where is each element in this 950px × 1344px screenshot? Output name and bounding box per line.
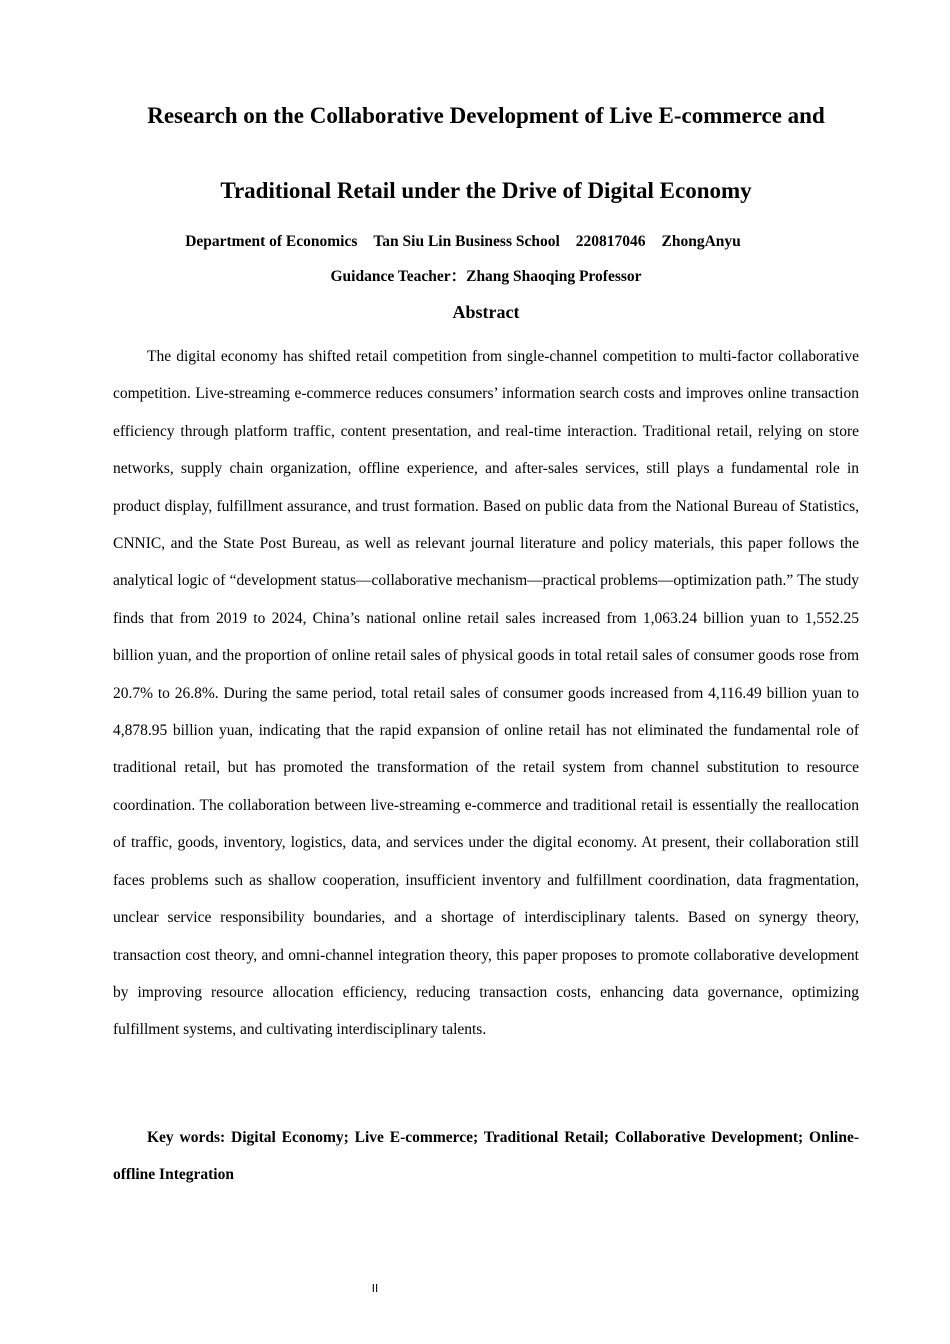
author-student-id: 220817046 bbox=[575, 233, 646, 250]
paper-title-line-1: Research on the Collaborative Development of Live E-commerce and bbox=[147, 103, 825, 128]
author-school: Tan Siu Lin Business School bbox=[373, 233, 560, 250]
abstract-body: The digital economy has shifted retail competition from single-channel competition to multi-factor collaborative competition. Live-streaming e-commerce reduces consumers’ information search costs and improves online transaction efficiency through platform traffic, content presentation, and real-time interaction. Traditional retail, relying on store networks, supply chain organization, offline experience, and after-sales services, still plays a fundamental role in product display, fulfillment assurance, and trust formation. Based on public data from the National Bureau of Statistics, CNNIC, and the State Post Bureau, as well as relevant journal literature and policy materials, this paper follows the analytical logic of “development status—collaborative mechanism—practical problems—optimization path.” The study finds that from 2019 to 2024, China’s national online retail sales increased from 1,063.24 billion yuan to 1,552.25 billion yuan, and the proportion of online retail sales of physical goods in total retail sales of consumer goods rose from 20.7% to 26.8%. During the same period, total retail sales of consumer goods increased from 4,116.49 billion yuan to 4,878.95 billion yuan, indicating that the rapid expansion of online retail has not eliminated the fundamental role of traditional retail, but has promoted the transformation of the retail system from channel substitution to resource coordination. The collaboration between live-streaming e-commerce and traditional retail is essentially the reallocation of traffic, goods, inventory, logistics, data, and services under the digital economy. At present, their collaboration still faces problems such as shallow cooperation, insufficient inventory and fulfillment coordination, data fragmentation, unclear service responsibility boundaries, and a shortage of interdisciplinary talents. Based on synergy theory, transaction cost theory, and omni-channel integration theory, this paper proposes to promote collaborative development by improving resource allocation efficiency, reducing transaction costs, enhancing data governance, optimizing fulfillment systems, and cultivating interdisciplinary talents. bbox=[113, 348, 859, 1039]
paper-title-line-2: Traditional Retail under the Drive of Digital Economy bbox=[220, 178, 752, 203]
author-info bbox=[113, 232, 813, 252]
abstract-heading: Abstract bbox=[452, 302, 520, 322]
keywords: Key words: Digital Economy; Live E-commerce; Traditional Retail; Collaborative Development; Online-offline Integration bbox=[113, 1129, 859, 1184]
guidance-teacher: Guidance Teacher：Zhang Shaoqing Professor bbox=[330, 268, 642, 285]
author-department: Department of Economics bbox=[185, 233, 358, 250]
author-name: ZhongAnyu bbox=[661, 233, 741, 250]
page-number: II bbox=[371, 1282, 379, 1295]
